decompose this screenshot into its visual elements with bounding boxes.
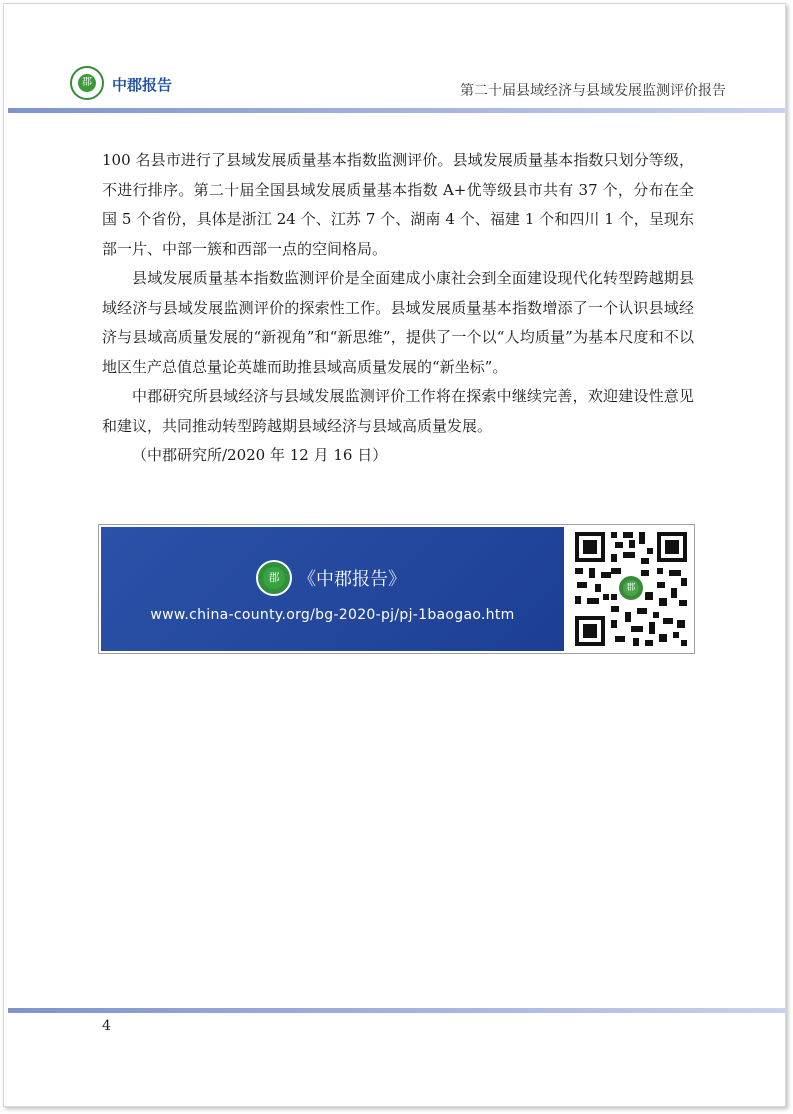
logo-glyph: 郡: [78, 74, 96, 92]
zhongjun-logo: [70, 66, 104, 100]
banner-logo-icon: [256, 560, 292, 596]
qr-center-glyph: 郡: [626, 583, 636, 593]
paragraph-2: 县域发展质量基本指数监测评价是全面建成小康社会到全面建设现代化转型跨越期县域经济与县域发展监测评价的探索性工作。县域发展质量基本指数增添了一个认识县域经济与县域高质量发展的“新视角”和“新思维”，提供了一个以“人均质量”为基本尺度和不以地区生产总值总量论英雄而助推县域高质量发展的“新坐标”。: [102, 269, 694, 376]
banner-logo-glyph: 郡: [263, 567, 285, 589]
paragraph-1: 100 名县市进行了县域发展质量基本指数监测评价。县域发展质量基本指数只划分等级，不进行排序。第二十届全国县域发展质量基本指数 A+优等级县市共有 37 个，分布在全国 5 个省份，具体是浙江 24 个、江苏 7 个、湖南 4 个、福建 1 个和四川 1 个，呈现东部一片、中部一簇和西部一点的空间格局。: [102, 151, 694, 258]
page-number: 4: [102, 1018, 111, 1034]
signature-line: （中郡研究所/2020 年 12 月 16 日）: [132, 446, 388, 464]
body-text: [102, 146, 694, 471]
report-title: 第二十届县域经济与县域发展监测评价报告: [460, 83, 726, 99]
logo-text: 中郡报告: [112, 76, 173, 94]
banner-url-link[interactable]: www.china-county.org/bg-2020-pj/pj-1baogao.htm: [150, 607, 515, 623]
banner-blue-panel: [101, 527, 564, 651]
qr-code-icon[interactable]: [571, 528, 691, 650]
page-header: [70, 66, 726, 106]
paragraph-3: 中郡研究所县域经济与县域发展监测评价工作将在探索中继续完善，欢迎建设性意见和建议，共同推动转型跨越期县域经济与县域高质量发展。: [102, 387, 694, 435]
report-banner[interactable]: [98, 524, 695, 654]
header-divider: [8, 108, 785, 113]
banner-title: 《中郡报告》: [298, 569, 406, 590]
footer-divider: [8, 1008, 785, 1013]
